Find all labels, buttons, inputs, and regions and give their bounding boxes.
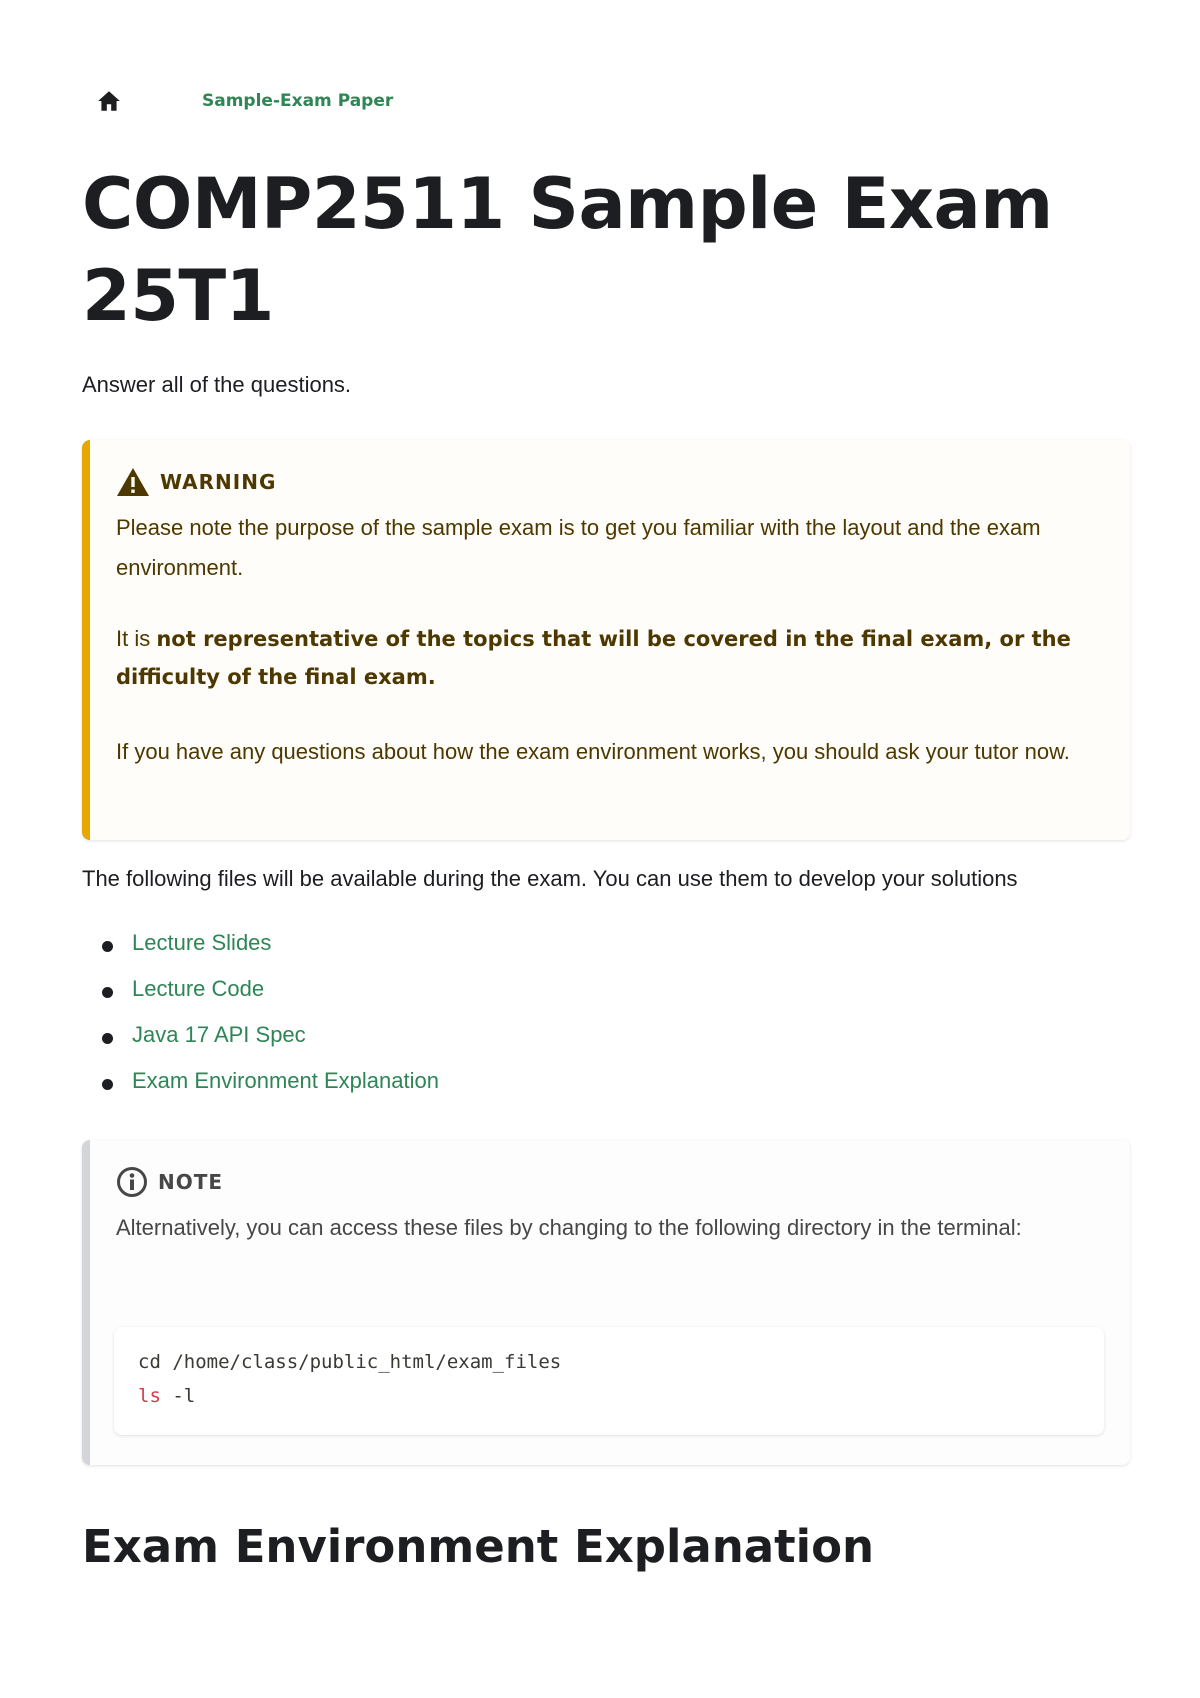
list-item <box>82 1022 439 1068</box>
warning-heading <box>116 466 276 498</box>
warning-p2-bold: not representative of the topics that will be covered in the final exam, or the difficulty of the final exam. <box>116 627 1071 689</box>
list-item <box>82 1068 439 1114</box>
home-icon[interactable] <box>96 88 122 114</box>
code-block[interactable] <box>114 1327 1104 1435</box>
code-command: ls <box>138 1385 161 1407</box>
code-argument: -l <box>160 1385 196 1407</box>
files-description: The following files will be available during the exam. You can use them to develop your solutions <box>82 866 1018 891</box>
note-paragraph: Alternatively, you can access these files by changing to the following directory in the terminal: <box>116 1215 1022 1240</box>
bullet <box>102 1033 113 1044</box>
resource-links <box>82 930 439 1114</box>
lecture-slides-link[interactable]: Lecture Slides <box>132 930 272 955</box>
note-label: NOTE <box>158 1170 224 1194</box>
bullet <box>102 987 113 998</box>
java-api-spec-link[interactable]: Java 17 API Spec <box>132 1022 306 1047</box>
warning-paragraph-3: If you have any questions about how the exam environment works, you should ask your tutor now. <box>116 739 1070 764</box>
list-item <box>82 930 439 976</box>
warning-icon <box>116 466 150 498</box>
breadcrumb <box>96 88 393 114</box>
lecture-code-link[interactable]: Lecture Code <box>132 976 265 1001</box>
warning-p2-prefix: It is <box>116 626 157 651</box>
code-line-1: cd /home/class/public_html/exam_files <box>138 1351 562 1373</box>
bullet <box>102 1079 113 1090</box>
list-item <box>82 976 439 1022</box>
info-icon <box>116 1166 148 1198</box>
bullet <box>102 941 113 952</box>
code-line-2 <box>138 1385 195 1407</box>
note-admonition <box>82 1140 1130 1465</box>
breadcrumb-current[interactable]: Sample-Exam Paper <box>202 91 394 111</box>
warning-paragraph-2 <box>116 620 1076 696</box>
section-heading: Exam Environment Explanation <box>82 1520 875 1573</box>
intro-text: Answer all of the questions. <box>82 372 352 397</box>
warning-label: WARNING <box>160 470 277 494</box>
note-heading <box>116 1166 223 1198</box>
warning-paragraph-1: Please note the purpose of the sample exam is to get you familiar with the layout and the exam environment. <box>116 515 1041 580</box>
exam-environment-link[interactable]: Exam Environment Explanation <box>132 1068 439 1093</box>
page-title: COMP2511 Sample Exam 25T1 <box>82 163 1053 337</box>
warning-admonition <box>82 440 1130 840</box>
